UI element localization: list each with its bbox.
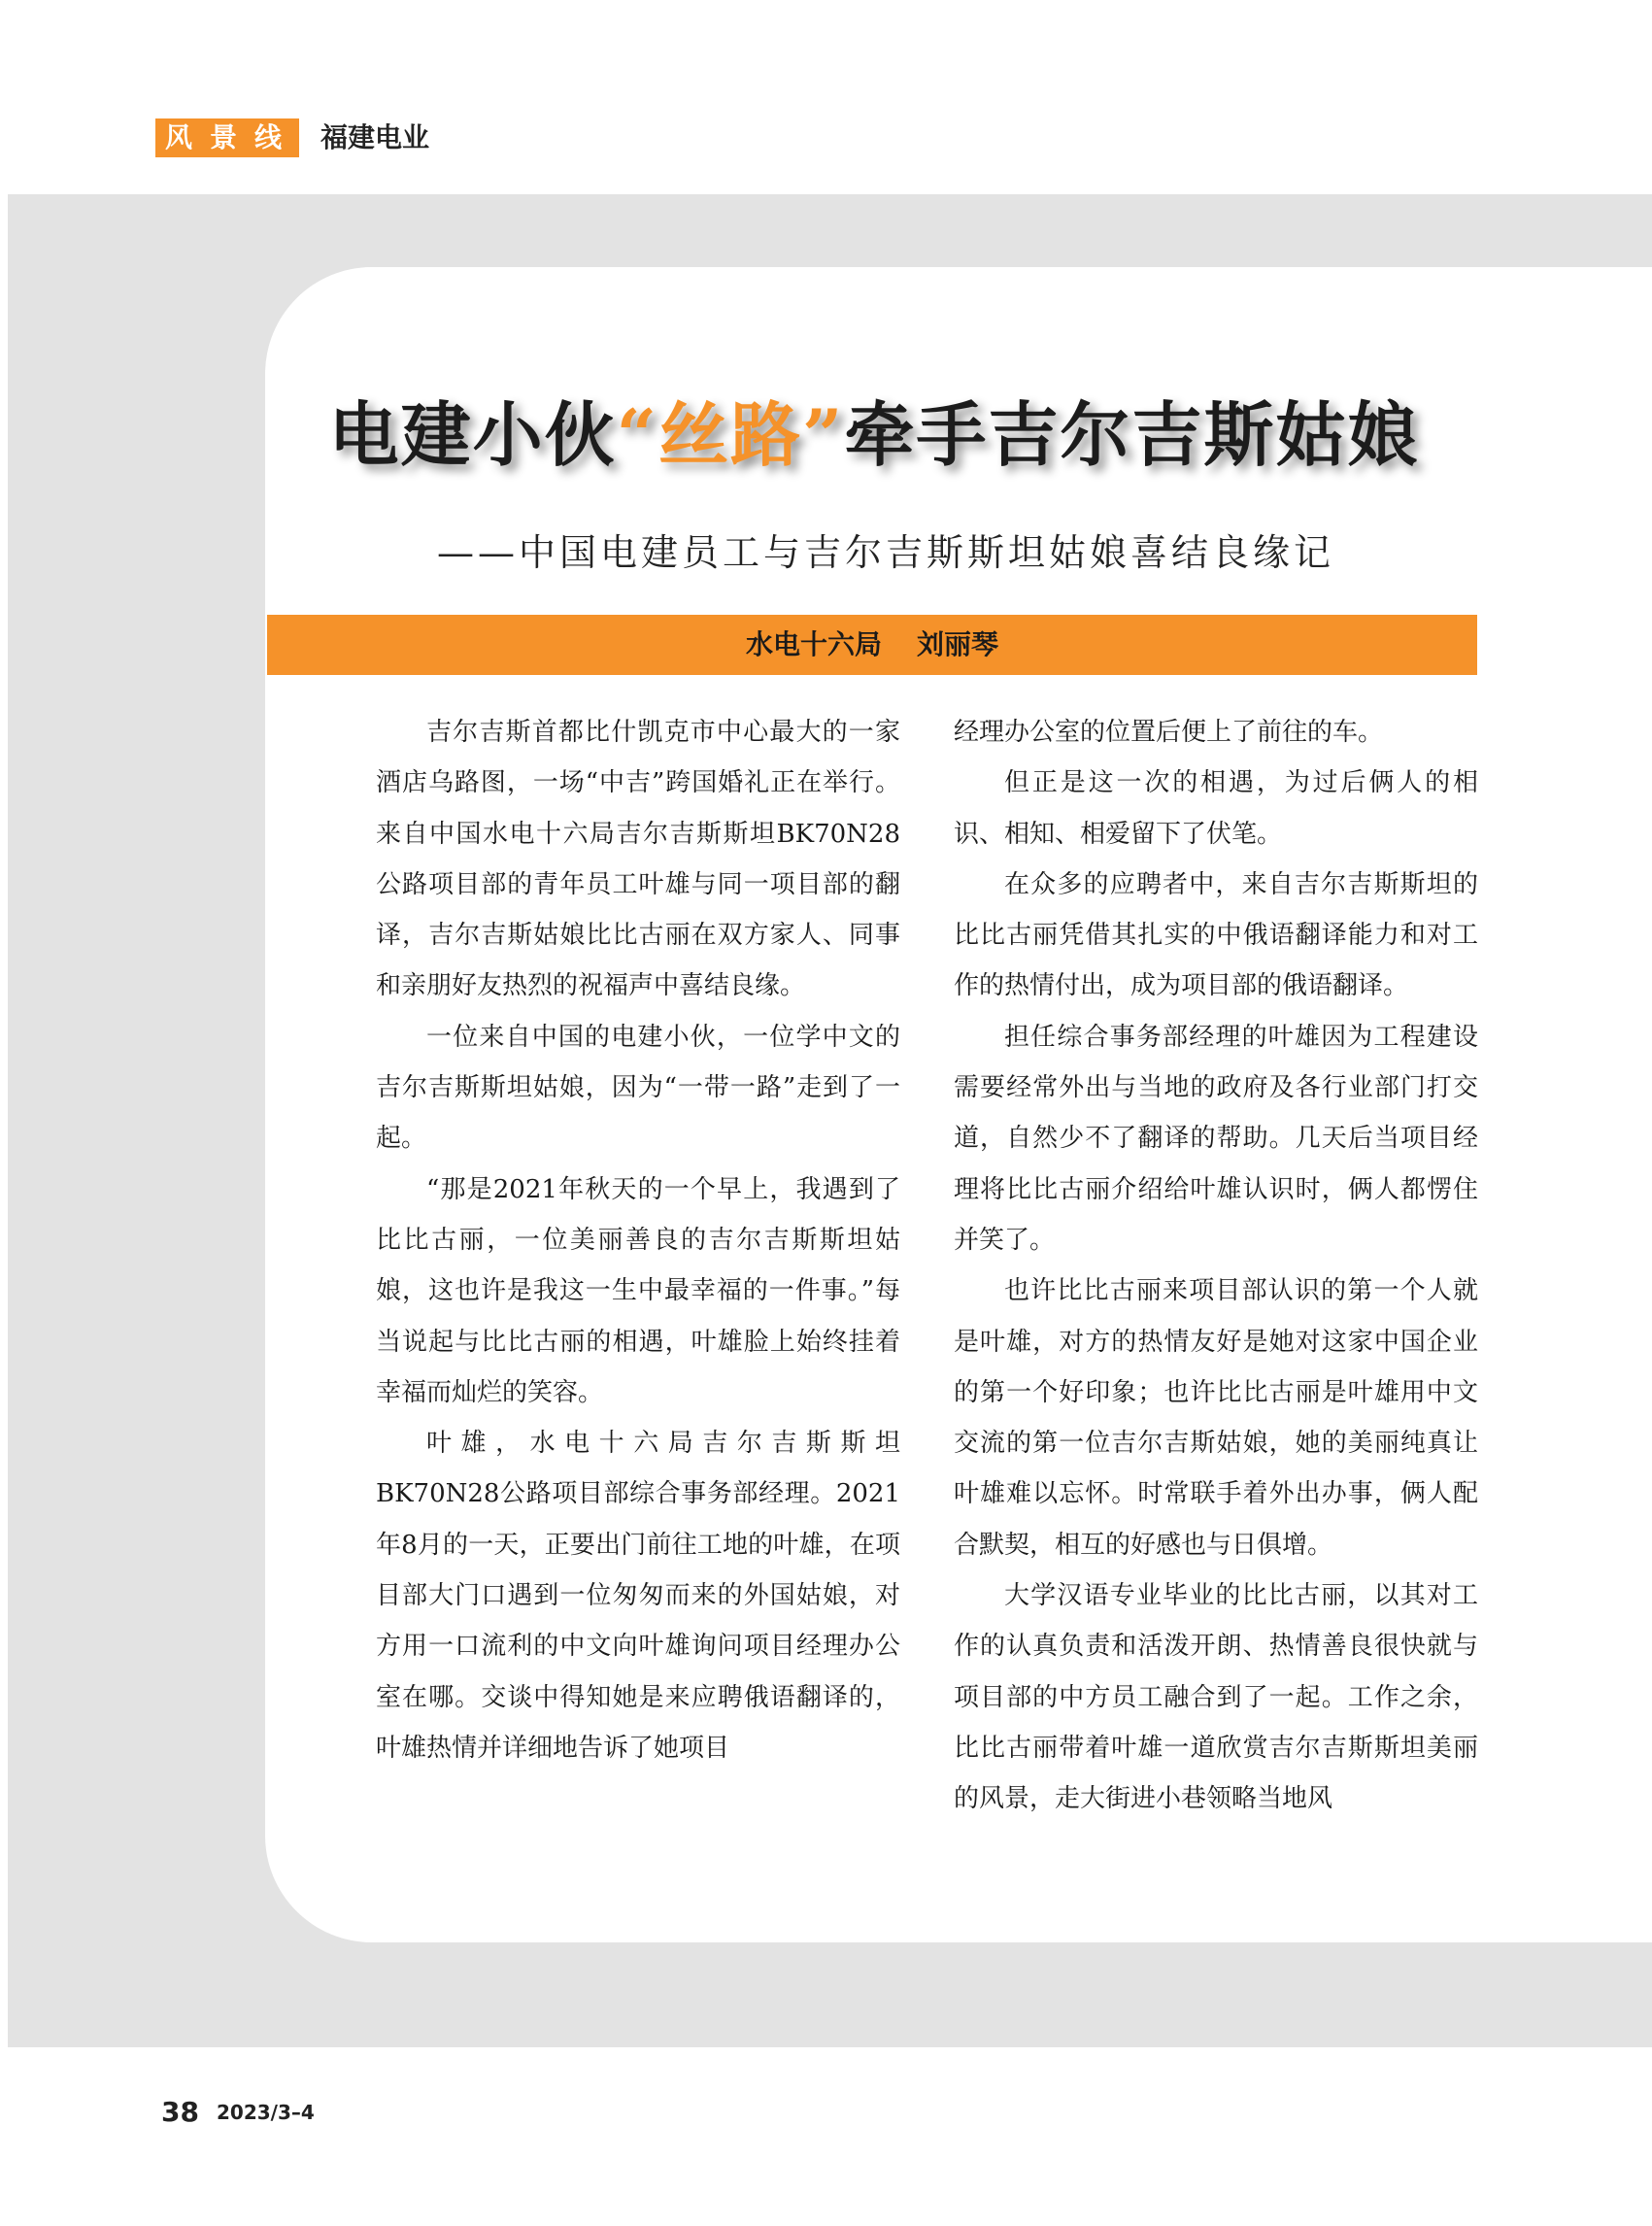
article-subtitle: ——中国电建员工与吉尔吉斯斯坦姑娘喜结良缘记	[437, 531, 1335, 574]
title-part-2: 牵手吉尔吉斯姑娘	[844, 393, 1420, 476]
left-column	[376, 707, 900, 1773]
paragraph: 担任综合事务部经理的叶雄因为工程建设需要经常外出与当地的政府及各行业部门打交道，自然少不了翻译的帮助。几天后当项目经理将比比古丽介绍给叶雄认识时，俩人都愣住并笑了。	[954, 1022, 1478, 1255]
paragraph-continuation: 经理办公室的位置后便上了前往的车。	[954, 718, 1384, 747]
byline-author: 刘丽琴	[917, 628, 999, 660]
byline	[267, 615, 1477, 675]
byline-bar	[267, 615, 1477, 675]
magazine-name: 福建电业	[320, 121, 430, 153]
section-tag: 风景线	[155, 118, 299, 157]
paragraph: 也许比比古丽来项目部认识的第一个人就是叶雄，对方的热情友好是她对这家中国企业的第一个好印象；也许比比古丽是叶雄用中文交流的第一位吉尔吉斯姑娘，她的美丽纯真让叶雄难以忘怀。时常联手着外出办事，俩人配合默契，相互的好感也与日俱增。	[954, 1276, 1478, 1560]
article-title	[265, 379, 1483, 480]
paragraph: 吉尔吉斯首都比什凯克市中心最大的一家酒店乌路图，一场“中吉”跨国婚礼正在举行。来自中国水电十六局吉尔吉斯斯坦BK70N28公路项目部的青年员工叶雄与同一项目部的翻译，吉尔吉斯姑娘比比古丽在双方家人、同事和亲朋好友热烈的祝福声中喜结良缘。	[376, 718, 900, 1001]
paragraph: 在众多的应聘者中，来自吉尔吉斯斯坦的比比古丽凭借其扎实的中俄语翻译能力和对工作的热情付出，成为项目部的俄语翻译。	[954, 869, 1478, 1001]
page-number: 38	[161, 2096, 199, 2128]
paragraph: 叶雄，水电十六局吉尔吉斯斯坦BK70N28公路项目部综合事务部经理。2021年8月的一天，正要出门前往工地的叶雄，在项目部大门口遇到一位匆匆而来的外国姑娘，对方用一口流利的中文向叶雄询问项目经理办公室在哪。交谈中得知她是来应聘俄语翻译的，叶雄热情并详细地告诉了她项目	[376, 1429, 900, 1763]
title-part-1: 电建小伙	[328, 393, 617, 476]
paragraph: 大学汉语专业毕业的比比古丽，以其对工作的认真负责和活泼开朗、热情善良很快就与项目部的中方员工融合到了一起。工作之余，比比古丽带着叶雄一道欣赏吉尔吉斯斯坦美丽的风景，走大街进小巷领略当地风	[954, 1581, 1478, 1814]
issue-number: 2023/3–4	[217, 2101, 315, 2124]
byline-organization: 水电十六局	[745, 628, 882, 660]
title-highlight: “丝路”	[616, 393, 845, 476]
paragraph: 但正是这一次的相遇，为过后俩人的相识、相知、相爱留下了伏笔。	[954, 768, 1478, 849]
paragraph: “那是2021年秋天的一个早上，我遇到了比比古丽，一位美丽善良的吉尔吉斯斯坦姑娘，这也许是我这一生中最幸福的一件事。”每当说起与比比古丽的相遇，叶雄脸上始终挂着幸福而灿烂的笑容。	[376, 1174, 900, 1407]
paragraph: 一位来自中国的电建小伙，一位学中文的吉尔吉斯斯坦姑娘，因为“一带一路”走到了一起。	[376, 1022, 900, 1154]
right-column	[954, 707, 1478, 1825]
